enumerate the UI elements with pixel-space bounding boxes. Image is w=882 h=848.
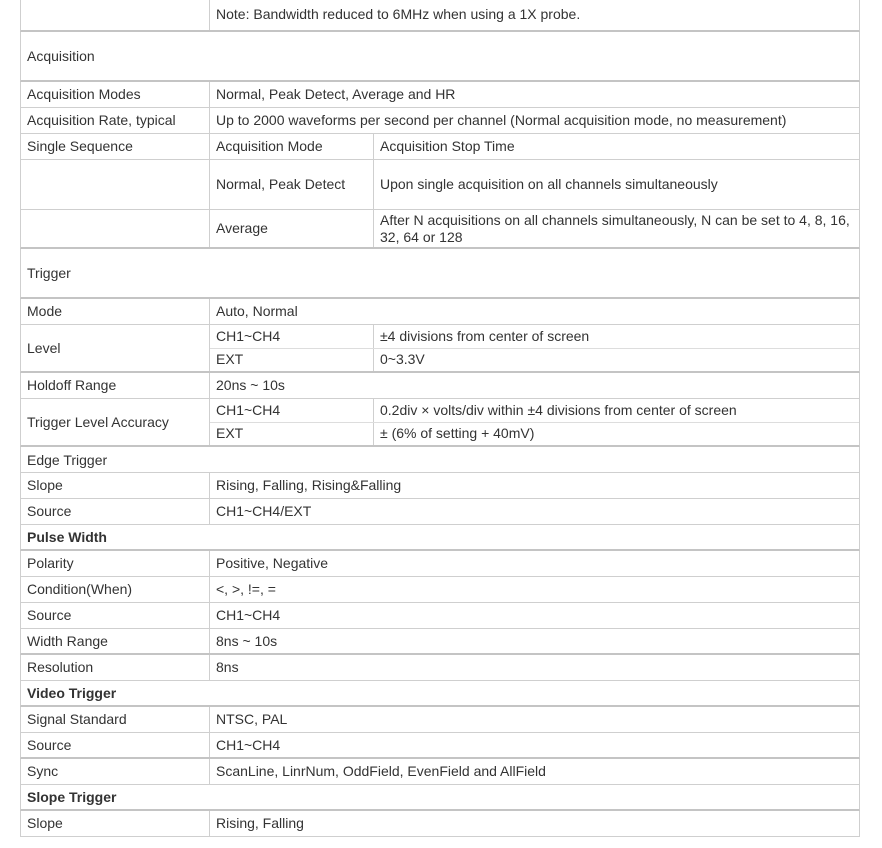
table-row: [20, 551, 860, 577]
row-value: Normal, Peak Detect: [210, 160, 374, 209]
row-label-empty: [21, 210, 210, 247]
col-header-mode: Acquisition Mode: [210, 134, 374, 159]
row-label: Holdoff Range: [21, 373, 210, 398]
row-value: CH1~CH4: [210, 325, 374, 348]
row-value: 0~3.3V: [380, 351, 425, 368]
sub-table: [210, 399, 859, 445]
table-row: [20, 82, 860, 108]
section-video-trigger: Video Trigger: [27, 685, 117, 701]
row-value: CH1~CH4: [210, 399, 374, 422]
row-label: Level: [21, 325, 210, 371]
table-row: [20, 473, 860, 499]
table-row: [20, 577, 860, 603]
row-label: Source: [21, 733, 210, 757]
row-label: Acquisition Modes: [21, 82, 210, 107]
section-row: [20, 32, 860, 82]
table-row: [20, 499, 860, 525]
table-row: [20, 811, 860, 837]
table-row: [20, 759, 860, 785]
row-value: Upon single acquisition on all channels simultaneously: [380, 176, 718, 192]
section-edge-trigger: Edge Trigger: [27, 451, 108, 468]
row-value: CH1~CH4: [216, 736, 281, 753]
row-label: Resolution: [21, 655, 210, 680]
table-row: [20, 134, 860, 160]
row-value: ScanLine, LinrNum, OddField, EvenField and AllField: [216, 763, 546, 779]
section-row: [20, 785, 860, 811]
table-row: [20, 325, 860, 373]
row-value: EXT: [210, 423, 374, 446]
spec-table: [20, 0, 860, 837]
table-row: [20, 160, 860, 210]
row-label: Mode: [21, 299, 210, 324]
row-value: After N acquisitions on all channels simultaneously, N can be set to 4, 8, 16, 32, 64 or 128: [380, 211, 850, 245]
bandwidth-note: Note: Bandwidth reduced to 6MHz when using a 1X probe.: [216, 5, 581, 22]
table-row: [20, 707, 860, 733]
row-label: Slope: [21, 473, 210, 498]
table-row: [20, 0, 860, 32]
row-value: Rising, Falling: [216, 815, 304, 831]
row-label: Single Sequence: [21, 134, 210, 159]
row-value: 20ns ~ 10s: [216, 377, 285, 393]
row-label: Signal Standard: [21, 707, 210, 732]
table-row: [20, 399, 860, 447]
row-label: Condition(When): [21, 577, 210, 602]
row-label: Acquisition Rate, typical: [21, 108, 210, 133]
section-slope-trigger: Slope Trigger: [27, 789, 117, 805]
row-value: Positive, Negative: [216, 555, 329, 571]
row-label: Polarity: [21, 551, 210, 576]
row-value: Normal, Peak Detect, Average and HR: [216, 86, 456, 102]
table-row: [20, 655, 860, 681]
section-row: [20, 447, 860, 473]
table-row: [20, 629, 860, 655]
col-header-stop-time: Acquisition Stop Time: [380, 138, 515, 154]
table-row: [20, 108, 860, 134]
section-row: [20, 525, 860, 551]
row-value: ± (6% of setting + 40mV): [380, 425, 535, 442]
row-value: NTSC, PAL: [216, 711, 288, 727]
table-row: [20, 210, 860, 249]
row-value: CH1~CH4/EXT: [216, 503, 312, 519]
row-label-empty: [21, 160, 210, 209]
section-row: [20, 249, 860, 299]
table-row: [20, 733, 860, 759]
table-row: [20, 299, 860, 325]
row-label: Sync: [21, 759, 210, 784]
row-value: EXT: [210, 349, 374, 372]
row-value: ±4 divisions from center of screen: [380, 327, 590, 344]
row-label: Width Range: [21, 629, 210, 653]
row-label: Source: [21, 603, 210, 628]
row-value: Rising, Falling, Rising&Falling: [216, 477, 402, 493]
section-trigger: Trigger: [27, 265, 71, 281]
section-acquisition: Acquisition: [27, 48, 95, 64]
sub-table: [210, 325, 859, 371]
table-row: [20, 373, 860, 399]
row-value: Auto, Normal: [216, 303, 298, 319]
row-value: 8ns: [216, 659, 239, 675]
row-label: [21, 0, 210, 30]
section-pulse-width: Pulse Width: [27, 529, 107, 545]
section-row: [20, 681, 860, 707]
row-value: Up to 2000 waveforms per second per channel (Normal acquisition mode, no measurement): [216, 112, 787, 128]
row-value: <, >, !=, =: [216, 581, 276, 597]
row-value: Average: [210, 210, 374, 247]
row-value: 0.2div × volts/div within ±4 divisions from center of screen: [380, 401, 737, 418]
row-label: Slope: [21, 811, 210, 836]
row-value: 8ns ~ 10s: [216, 632, 278, 649]
row-label: Source: [21, 499, 210, 524]
table-row: [20, 603, 860, 629]
row-value: CH1~CH4: [216, 607, 281, 623]
row-label: Trigger Level Accuracy: [21, 399, 210, 445]
